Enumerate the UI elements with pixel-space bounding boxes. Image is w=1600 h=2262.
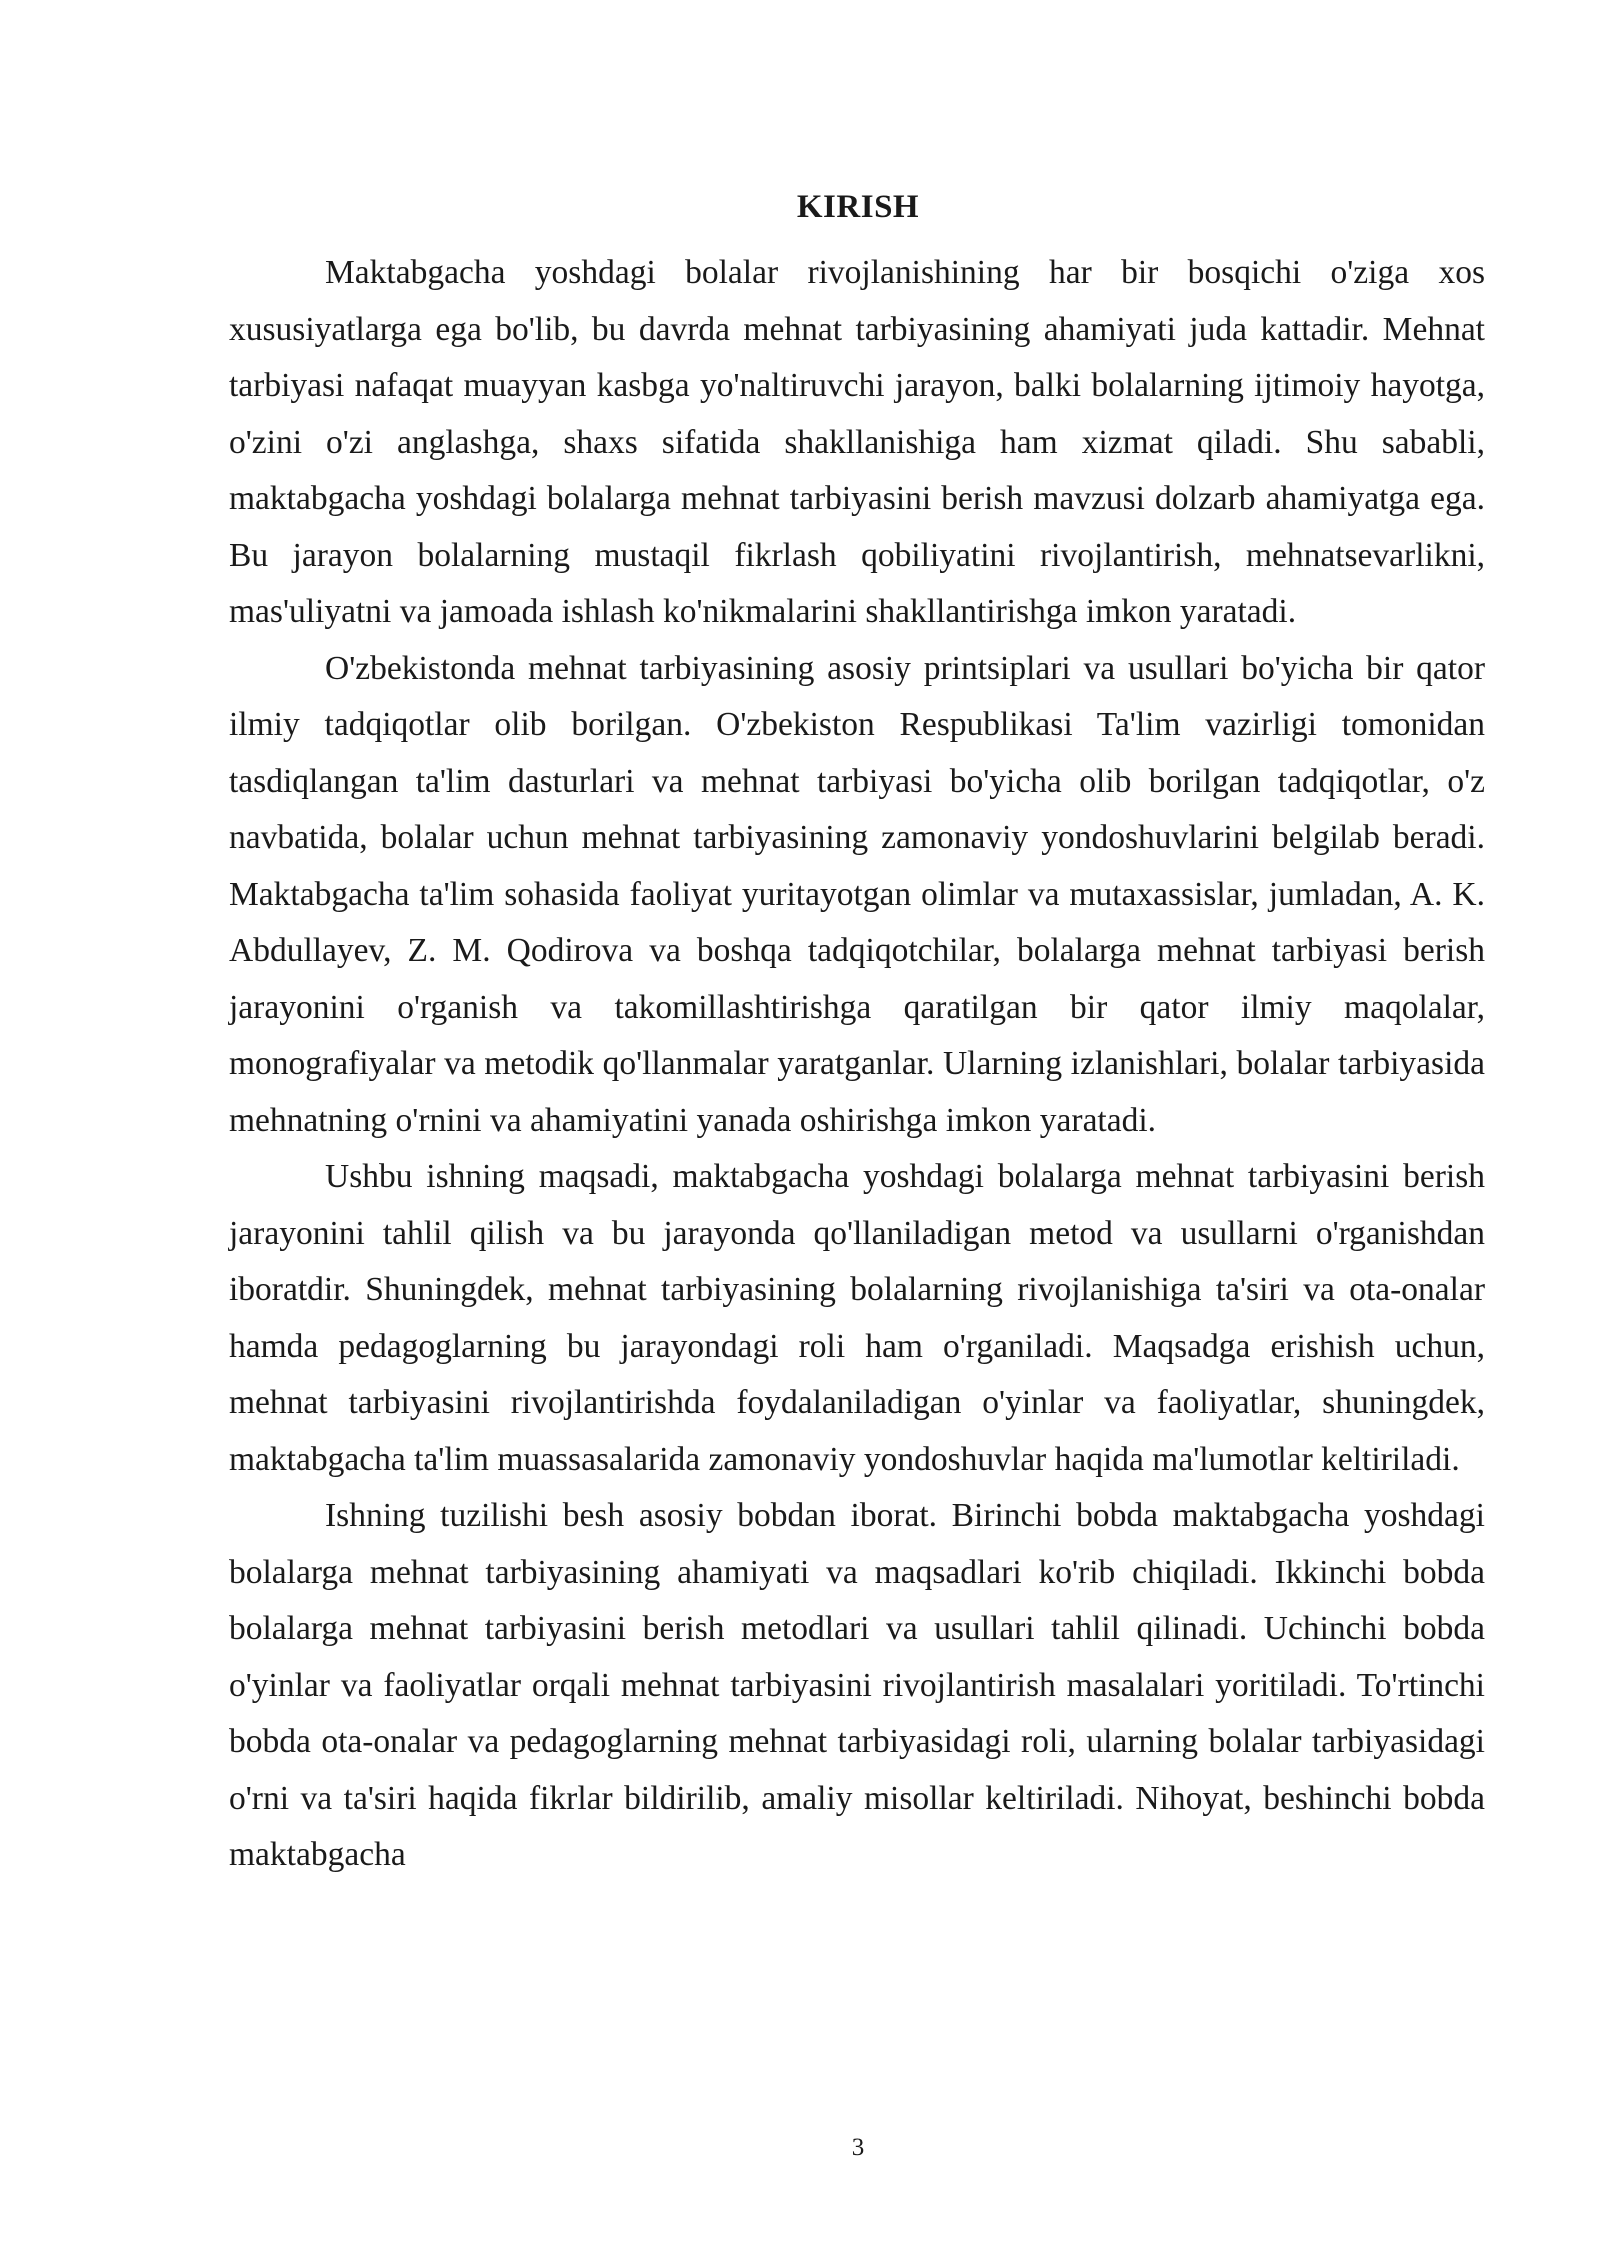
paragraph-structure: Ishning tuzilishi besh asosiy bobdan iborat. Birinchi bobda maktabgacha yoshdagi bolalarga mehnat tarbiyasining ahamiyati va maqsadlari ko'rib chiqiladi. Ikkinchi bobda bolalarga mehnat tarbiyasini berish metodlari va usullari tahlil qilinadi. Uchinchi bobda o'yinlar va faoliyatlar orqali mehnat tarbiyasini rivojlantirish masalalari yoritiladi. To'rtinchi bobda ota-onalar va pedagoglarning mehnat tarbiyasidagi roli, ularning bolalar tarbiyasidagi o'rni va ta'siri haqida fikrlar bildirilib, amaliy misollar keltiriladi. Nihoyat, beshinchi bobda maktabgacha [229,1497,1485,1873]
page-number: 3 [851,2134,865,2161]
paragraph-research: O'zbekistonda mehnat tarbiyasining asosiy printsiplari va usullari bo'yicha bir qator ilmiy tadqiqotlar olib borilgan. O'zbekiston Respublikasi Ta'lim vazirligi tomonidan tasdiqlangan ta'lim dasturlari va mehnat tarbiyasi bo'yicha olib borilgan tadqiqotlar, o'z navbatida, bolalar uchun mehnat tarbiyasining zamonaviy yondoshuvlarini belgilab beradi. Maktabgacha ta'lim sohasida faoliyat yuritayotgan olimlar va mutaxassislar, jumladan, A. K. Abdullayev, Z. M. Qodirova va boshqa tadqiqotchilar, bolalarga mehnat tarbiyasi berish jarayonini o'rganish va takomillashtirishga qaratilgan bir qator ilmiy maqolalar, monografiyalar va metodik qo'llanmalar yaratganlar. Ularning izlanishlari, bolalar tarbiyasida mehnatning o'rnini va ahamiyatini yanada oshirishga imkon yaratadi. [229,649,1485,1139]
body-text [229,245,1485,1884]
paragraph-intro: Maktabgacha yoshdagi bolalar rivojlanishining har bir bosqichi o'ziga xos xususiyatlarga ega bo'lib, bu davrda mehnat tarbiyasining ahamiyati juda kattadir. Mehnat tarbiyasi nafaqat muayyan kasbga yo'naltiruvchi jarayon, balki bolalarning ijtimoiy hayotga, o'zini o'zi anglashga, shaxs sifatida shakllanishiga ham xizmat qiladi. Shu sababli, maktabgacha yoshdagi bolalarga mehnat tarbiyasini berish mavzusi dolzarb ahamiyatga ega. Bu jarayon bolalarning mustaqil fikrlash qobiliyatini rivojlantirish, mehnatsevarlikni, mas'uliyatni va jamoada ishlash ko'nikmalarini shakllantirishga imkon yaratadi. [229,254,1485,630]
section-heading: KIRISH [796,189,920,226]
paragraph-goal: Ushbu ishning maqsadi, maktabgacha yoshdagi bolalarga mehnat tarbiyasini berish jarayonini tahlil qilish va bu jarayonda qo'llaniladigan metod va usullarni o'rganishdan iboratdir. Shuningdek, mehnat tarbiyasining bolalarning rivojlanishiga ta'siri va ota-onalar hamda pedagoglarning bu jarayondagi roli ham o'rganiladi. Maqsadga erishish uchun, mehnat tarbiyasini rivojlantirishda foydalaniladigan o'yinlar va faoliyatlar, shuningdek, maktabgacha ta'lim muassasalarida zamonaviy yondoshuvlar haqida ma'lumotlar keltiriladi. [229,1158,1485,1478]
